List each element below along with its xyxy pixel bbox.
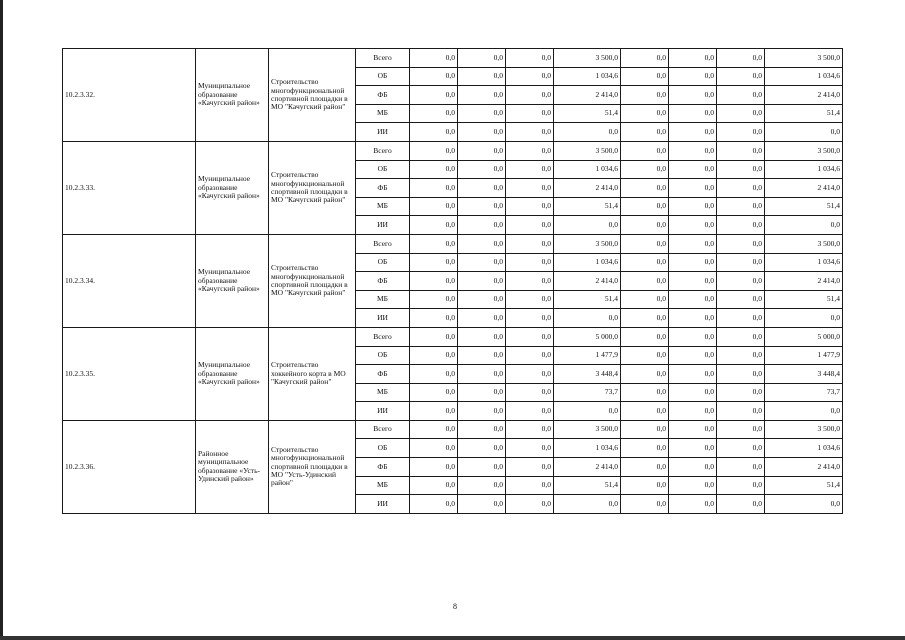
value-cell: 0,0 xyxy=(669,86,717,105)
value-cell: 0,0 xyxy=(458,495,506,514)
value-cell: 0,0 xyxy=(621,49,669,68)
value-cell: 0,0 xyxy=(410,495,458,514)
value-cell: 0,0 xyxy=(458,439,506,458)
value-cell: 0,0 xyxy=(669,365,717,384)
funding-source-label: ИИ xyxy=(356,216,410,235)
value-cell: 0,0 xyxy=(410,290,458,309)
funding-source-label: Всего xyxy=(356,234,410,253)
value-cell: 0,0 xyxy=(621,253,669,272)
table-row xyxy=(63,327,843,346)
value-cell: 0,0 xyxy=(669,49,717,68)
value-cell: 0,0 xyxy=(458,476,506,495)
value-cell: 0,0 xyxy=(410,365,458,384)
value-cell: 0,0 xyxy=(717,309,765,328)
value-cell: 0,0 xyxy=(458,420,506,439)
value-cell: 0,0 xyxy=(506,290,554,309)
value-cell: 0,0 xyxy=(410,216,458,235)
funding-source-label: ОБ xyxy=(356,160,410,179)
budget-table-body xyxy=(63,49,843,514)
value-cell: 0,0 xyxy=(458,290,506,309)
funding-source-label: ОБ xyxy=(356,439,410,458)
value-cell: 3 500,0 xyxy=(554,49,621,68)
value-cell: 0,0 xyxy=(669,327,717,346)
value-cell: 0,0 xyxy=(717,216,765,235)
row-measure: Строительство многофункциональной спортивной площадки в МО "Усть-Удинский район" xyxy=(269,420,356,513)
value-cell: 0,0 xyxy=(621,67,669,86)
value-cell: 0,0 xyxy=(554,495,621,514)
value-cell: 0,0 xyxy=(669,179,717,198)
value-cell: 0,0 xyxy=(669,290,717,309)
value-cell: 0,0 xyxy=(765,309,843,328)
value-cell: 0,0 xyxy=(621,290,669,309)
value-cell: 0,0 xyxy=(717,160,765,179)
value-cell: 1 477,9 xyxy=(765,346,843,365)
row-measure: Строительство многофункциональной спортивной площадки в МО "Качугский район" xyxy=(269,141,356,234)
scan-bottom-edge xyxy=(0,636,905,640)
value-cell: 0,0 xyxy=(669,67,717,86)
value-cell: 0,0 xyxy=(717,86,765,105)
row-code: 10.2.3.32. xyxy=(63,49,196,142)
value-cell: 0,0 xyxy=(717,439,765,458)
value-cell: 0,0 xyxy=(717,327,765,346)
value-cell: 0,0 xyxy=(669,495,717,514)
value-cell: 0,0 xyxy=(621,104,669,123)
value-cell: 2 414,0 xyxy=(765,458,843,477)
value-cell: 3 500,0 xyxy=(765,141,843,160)
table-row xyxy=(63,49,843,68)
value-cell: 0,0 xyxy=(717,179,765,198)
value-cell: 0,0 xyxy=(458,365,506,384)
value-cell: 0,0 xyxy=(621,365,669,384)
value-cell: 0,0 xyxy=(410,327,458,346)
value-cell: 0,0 xyxy=(717,402,765,421)
funding-source-label: МБ xyxy=(356,197,410,216)
value-cell: 0,0 xyxy=(717,49,765,68)
value-cell: 0,0 xyxy=(506,383,554,402)
value-cell: 0,0 xyxy=(458,253,506,272)
value-cell: 0,0 xyxy=(410,49,458,68)
value-cell: 0,0 xyxy=(717,458,765,477)
value-cell: 0,0 xyxy=(458,272,506,291)
value-cell: 0,0 xyxy=(410,197,458,216)
value-cell: 0,0 xyxy=(717,272,765,291)
value-cell: 2 414,0 xyxy=(554,458,621,477)
value-cell: 3 500,0 xyxy=(765,420,843,439)
table-row xyxy=(63,141,843,160)
value-cell: 0,0 xyxy=(717,346,765,365)
value-cell: 0,0 xyxy=(669,346,717,365)
value-cell: 0,0 xyxy=(506,104,554,123)
value-cell: 0,0 xyxy=(717,383,765,402)
funding-source-label: МБ xyxy=(356,476,410,495)
value-cell: 0,0 xyxy=(410,402,458,421)
funding-source-label: ИИ xyxy=(356,309,410,328)
value-cell: 51,4 xyxy=(554,197,621,216)
value-cell: 0,0 xyxy=(506,346,554,365)
value-cell: 0,0 xyxy=(669,420,717,439)
value-cell: 0,0 xyxy=(717,290,765,309)
value-cell: 0,0 xyxy=(458,49,506,68)
value-cell: 0,0 xyxy=(506,420,554,439)
value-cell: 0,0 xyxy=(669,253,717,272)
value-cell: 0,0 xyxy=(410,476,458,495)
value-cell: 0,0 xyxy=(410,272,458,291)
value-cell: 0,0 xyxy=(621,420,669,439)
value-cell: 1 034,6 xyxy=(765,253,843,272)
value-cell: 0,0 xyxy=(621,179,669,198)
value-cell: 0,0 xyxy=(458,86,506,105)
value-cell: 0,0 xyxy=(717,420,765,439)
value-cell: 0,0 xyxy=(506,272,554,291)
budget-table xyxy=(62,48,843,514)
value-cell: 5 000,0 xyxy=(765,327,843,346)
row-code: 10.2.3.35. xyxy=(63,327,196,420)
value-cell: 0,0 xyxy=(458,327,506,346)
value-cell: 0,0 xyxy=(506,476,554,495)
value-cell: 0,0 xyxy=(765,495,843,514)
funding-source-label: ФБ xyxy=(356,365,410,384)
value-cell: 0,0 xyxy=(669,123,717,142)
value-cell: 0,0 xyxy=(621,141,669,160)
value-cell: 0,0 xyxy=(458,458,506,477)
value-cell: 2 414,0 xyxy=(554,86,621,105)
value-cell: 0,0 xyxy=(717,495,765,514)
value-cell: 0,0 xyxy=(669,216,717,235)
funding-source-label: МБ xyxy=(356,383,410,402)
scan-left-edge xyxy=(0,0,3,640)
funding-source-label: ИИ xyxy=(356,495,410,514)
value-cell: 0,0 xyxy=(506,365,554,384)
row-organization: Муниципальное образование «Качугский район» xyxy=(196,327,269,420)
value-cell: 0,0 xyxy=(458,141,506,160)
value-cell: 0,0 xyxy=(506,197,554,216)
value-cell: 0,0 xyxy=(458,402,506,421)
value-cell: 0,0 xyxy=(410,253,458,272)
value-cell: 51,4 xyxy=(765,104,843,123)
page-number: 8 xyxy=(453,602,457,611)
value-cell: 2 414,0 xyxy=(765,86,843,105)
row-organization: Муниципальное образование «Качугский район» xyxy=(196,141,269,234)
value-cell: 0,0 xyxy=(554,309,621,328)
funding-source-label: Всего xyxy=(356,49,410,68)
value-cell: 0,0 xyxy=(765,216,843,235)
value-cell: 3 500,0 xyxy=(554,420,621,439)
value-cell: 3 448,4 xyxy=(765,365,843,384)
value-cell: 0,0 xyxy=(621,234,669,253)
value-cell: 0,0 xyxy=(717,253,765,272)
value-cell: 0,0 xyxy=(717,197,765,216)
value-cell: 0,0 xyxy=(410,141,458,160)
value-cell: 0,0 xyxy=(410,439,458,458)
row-code: 10.2.3.36. xyxy=(63,420,196,513)
value-cell: 0,0 xyxy=(554,402,621,421)
value-cell: 0,0 xyxy=(669,197,717,216)
value-cell: 0,0 xyxy=(458,309,506,328)
value-cell: 0,0 xyxy=(717,476,765,495)
value-cell: 0,0 xyxy=(410,104,458,123)
value-cell: 0,0 xyxy=(554,216,621,235)
value-cell: 0,0 xyxy=(410,179,458,198)
value-cell: 0,0 xyxy=(410,383,458,402)
funding-source-label: ФБ xyxy=(356,86,410,105)
value-cell: 0,0 xyxy=(410,86,458,105)
value-cell: 0,0 xyxy=(621,439,669,458)
row-organization: Районное муниципальное образование «Усть-Удинский район» xyxy=(196,420,269,513)
value-cell: 0,0 xyxy=(458,67,506,86)
funding-source-label: ИИ xyxy=(356,123,410,142)
value-cell: 0,0 xyxy=(765,123,843,142)
value-cell: 0,0 xyxy=(717,67,765,86)
funding-source-label: ОБ xyxy=(356,253,410,272)
value-cell: 0,0 xyxy=(669,458,717,477)
value-cell: 0,0 xyxy=(669,160,717,179)
value-cell: 0,0 xyxy=(506,495,554,514)
row-measure: Строительство хоккейного корта в МО "Качугский район" xyxy=(269,327,356,420)
value-cell: 1 034,6 xyxy=(554,67,621,86)
value-cell: 51,4 xyxy=(765,197,843,216)
funding-source-label: ФБ xyxy=(356,458,410,477)
funding-source-label: ФБ xyxy=(356,179,410,198)
value-cell: 0,0 xyxy=(506,253,554,272)
row-code: 10.2.3.34. xyxy=(63,234,196,327)
value-cell: 0,0 xyxy=(765,402,843,421)
value-cell: 0,0 xyxy=(621,402,669,421)
funding-source-label: Всего xyxy=(356,420,410,439)
table-row xyxy=(63,234,843,253)
value-cell: 0,0 xyxy=(506,309,554,328)
value-cell: 0,0 xyxy=(506,123,554,142)
value-cell: 0,0 xyxy=(554,123,621,142)
value-cell: 3 500,0 xyxy=(765,234,843,253)
value-cell: 0,0 xyxy=(621,272,669,291)
value-cell: 0,0 xyxy=(669,402,717,421)
value-cell: 0,0 xyxy=(506,49,554,68)
table-row xyxy=(63,420,843,439)
value-cell: 0,0 xyxy=(458,383,506,402)
row-organization: Муниципальное образование «Качугский район» xyxy=(196,49,269,142)
value-cell: 0,0 xyxy=(506,439,554,458)
funding-source-label: ОБ xyxy=(356,346,410,365)
value-cell: 1 034,6 xyxy=(554,253,621,272)
value-cell: 3 500,0 xyxy=(554,234,621,253)
value-cell: 0,0 xyxy=(669,439,717,458)
value-cell: 0,0 xyxy=(458,197,506,216)
funding-source-label: Всего xyxy=(356,141,410,160)
value-cell: 0,0 xyxy=(669,104,717,123)
value-cell: 2 414,0 xyxy=(554,179,621,198)
funding-source-label: Всего xyxy=(356,327,410,346)
value-cell: 0,0 xyxy=(458,234,506,253)
value-cell: 0,0 xyxy=(458,346,506,365)
value-cell: 0,0 xyxy=(506,67,554,86)
value-cell: 0,0 xyxy=(717,234,765,253)
value-cell: 0,0 xyxy=(669,476,717,495)
row-organization: Муниципальное образование «Качугский район» xyxy=(196,234,269,327)
value-cell: 0,0 xyxy=(506,234,554,253)
value-cell: 0,0 xyxy=(621,383,669,402)
value-cell: 0,0 xyxy=(410,346,458,365)
value-cell: 3 448,4 xyxy=(554,365,621,384)
value-cell: 0,0 xyxy=(506,179,554,198)
value-cell: 0,0 xyxy=(717,365,765,384)
row-measure: Строительство многофункциональной спортивной площадки в МО "Качугский район" xyxy=(269,234,356,327)
row-code: 10.2.3.33. xyxy=(63,141,196,234)
value-cell: 0,0 xyxy=(506,216,554,235)
value-cell: 2 414,0 xyxy=(765,272,843,291)
value-cell: 3 500,0 xyxy=(554,141,621,160)
value-cell: 1 477,9 xyxy=(554,346,621,365)
value-cell: 0,0 xyxy=(506,160,554,179)
funding-source-label: ФБ xyxy=(356,272,410,291)
value-cell: 0,0 xyxy=(506,458,554,477)
value-cell: 1 034,6 xyxy=(765,160,843,179)
value-cell: 0,0 xyxy=(621,346,669,365)
value-cell: 0,0 xyxy=(506,86,554,105)
value-cell: 0,0 xyxy=(621,216,669,235)
value-cell: 0,0 xyxy=(621,86,669,105)
value-cell: 0,0 xyxy=(410,123,458,142)
value-cell: 0,0 xyxy=(669,383,717,402)
value-cell: 0,0 xyxy=(410,67,458,86)
value-cell: 1 034,6 xyxy=(765,439,843,458)
value-cell: 51,4 xyxy=(765,476,843,495)
value-cell: 51,4 xyxy=(554,104,621,123)
value-cell: 0,0 xyxy=(717,141,765,160)
value-cell: 0,0 xyxy=(669,141,717,160)
row-measure: Строительство многофункциональной спортивной площадки в МО "Качугский район" xyxy=(269,49,356,142)
funding-source-label: МБ xyxy=(356,104,410,123)
value-cell: 0,0 xyxy=(506,327,554,346)
funding-source-label: ОБ xyxy=(356,67,410,86)
value-cell: 73,7 xyxy=(554,383,621,402)
value-cell: 0,0 xyxy=(458,179,506,198)
value-cell: 51,4 xyxy=(554,290,621,309)
value-cell: 51,4 xyxy=(765,290,843,309)
value-cell: 0,0 xyxy=(458,216,506,235)
funding-source-label: ИИ xyxy=(356,402,410,421)
value-cell: 0,0 xyxy=(717,104,765,123)
value-cell: 0,0 xyxy=(621,197,669,216)
value-cell: 0,0 xyxy=(410,309,458,328)
value-cell: 3 500,0 xyxy=(765,49,843,68)
value-cell: 1 034,6 xyxy=(554,439,621,458)
value-cell: 0,0 xyxy=(621,123,669,142)
value-cell: 0,0 xyxy=(458,104,506,123)
value-cell: 2 414,0 xyxy=(765,179,843,198)
value-cell: 0,0 xyxy=(621,327,669,346)
value-cell: 0,0 xyxy=(410,420,458,439)
value-cell: 0,0 xyxy=(410,234,458,253)
value-cell: 0,0 xyxy=(506,402,554,421)
value-cell: 0,0 xyxy=(669,234,717,253)
value-cell: 0,0 xyxy=(410,458,458,477)
value-cell: 0,0 xyxy=(669,309,717,328)
value-cell: 51,4 xyxy=(554,476,621,495)
value-cell: 0,0 xyxy=(458,160,506,179)
value-cell: 1 034,6 xyxy=(765,67,843,86)
value-cell: 1 034,6 xyxy=(554,160,621,179)
value-cell: 0,0 xyxy=(621,160,669,179)
value-cell: 0,0 xyxy=(621,495,669,514)
value-cell: 0,0 xyxy=(621,476,669,495)
value-cell: 0,0 xyxy=(410,160,458,179)
value-cell: 73,7 xyxy=(765,383,843,402)
value-cell: 5 000,0 xyxy=(554,327,621,346)
value-cell: 0,0 xyxy=(458,123,506,142)
value-cell: 0,0 xyxy=(621,458,669,477)
value-cell: 0,0 xyxy=(717,123,765,142)
value-cell: 0,0 xyxy=(506,141,554,160)
value-cell: 0,0 xyxy=(621,309,669,328)
value-cell: 2 414,0 xyxy=(554,272,621,291)
funding-source-label: МБ xyxy=(356,290,410,309)
value-cell: 0,0 xyxy=(669,272,717,291)
